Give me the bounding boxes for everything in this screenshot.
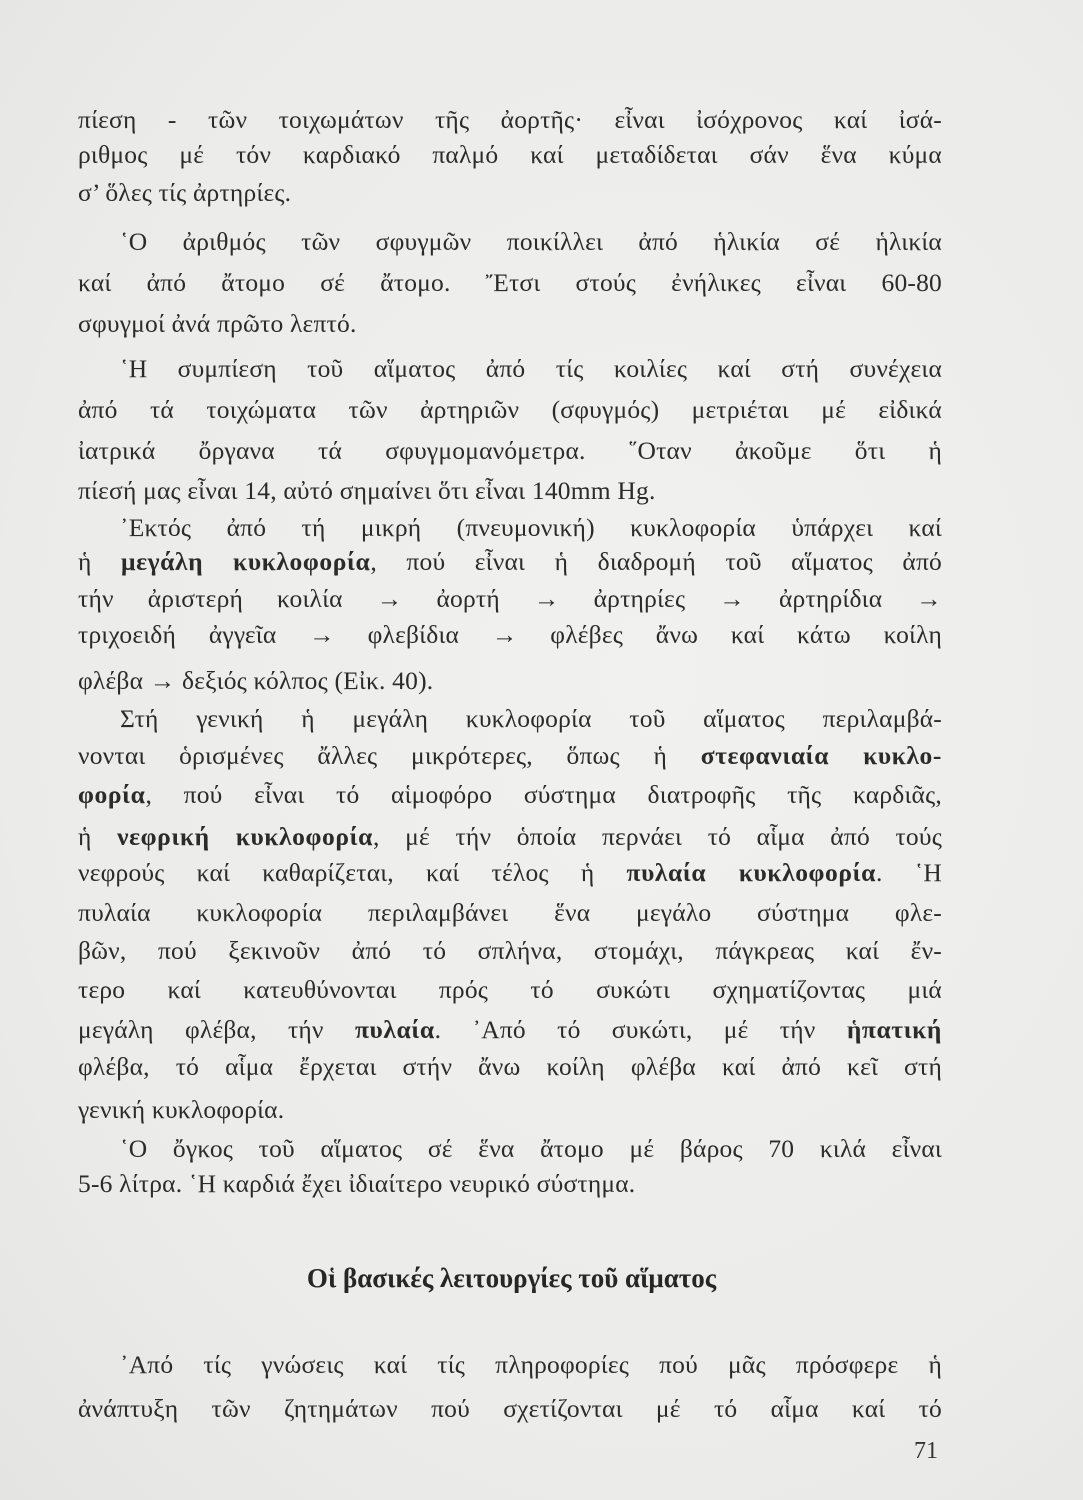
text-span: πίεση - τῶν τοιχωμάτων τῆς ἀορτῆς· εἶναι ἰσόχρονος καί ἰσά-: [78, 105, 942, 134]
text-span: νονται ὁρισμένες ἄλλες μικρότερες, ὅπως ἡ: [78, 741, 701, 770]
text-line: [78, 511, 942, 545]
text-line: [78, 856, 942, 890]
text-span: ἀνάπτυξη τῶν ζητημάτων πού σχετίζονται μέ τό αἷμα καί τό: [78, 1394, 942, 1423]
text-line: [78, 1348, 942, 1382]
text-span: γενική κυκλοφορία.: [78, 1095, 285, 1124]
text-line: [78, 702, 942, 736]
text-span: ῾Ο ἀριθμός τῶν σφυγμῶν ποικίλλει ἀπό ἡλικία σέ ἡλικία: [120, 227, 942, 256]
bold-term: φορία: [78, 780, 146, 809]
text-span: σφυγμοί ἀνά πρῶτο λεπτό.: [78, 309, 357, 338]
text-span: ἰατρικά ὄργανα τά σφυγμομανόμετρα. ῞Οταν ἀκοῦμε ὅτι ἡ: [78, 436, 942, 465]
text-span: , πού εἶναι ἡ διαδρομή τοῦ αἵματος ἀπό: [370, 547, 942, 576]
text-span: σ’ ὅλες τίς ἀρτηρίες.: [78, 178, 292, 207]
text-line: [78, 1013, 942, 1047]
text-line: [78, 1050, 942, 1084]
text-span: ριθμος μέ τόν καρδιακό παλμό καί μεταδίδεται σάν ἕνα κύμα: [78, 140, 942, 169]
text-span: ῾Ο ὄγκος τοῦ αἵματος σέ ἕνα ἄτομο μέ βάρος 70 κιλά εἶναι: [120, 1134, 942, 1163]
bold-term: πυλαία: [354, 1015, 435, 1044]
text-span: . ῾Η: [876, 858, 942, 887]
text-line: [78, 582, 942, 616]
text-span: Στή γενική ἡ μεγάλη κυκλοφορία τοῦ αἵματος περιλαμβά-: [120, 704, 942, 733]
text-span: πίεσή μας εἶναι 14, αὐτό σημαίνει ὅτι εἶναι 140mm Hg.: [78, 476, 656, 505]
text-span: μεγάλη φλέβα, τήν: [78, 1015, 355, 1044]
text-line: [78, 934, 942, 968]
page-number: 71: [914, 1438, 938, 1464]
text-span: ἀπό τά τοιχώματα τῶν ἀρτηριῶν (σφυγμός) μετριέται μέ εἰδικά: [78, 395, 942, 424]
text-line: [78, 545, 942, 579]
text-span: τήν ἀριστερή κοιλία → ἀορτή → ἀρτηρίες → ἀρτηρίδια →: [78, 584, 942, 613]
text-line: [78, 664, 942, 698]
text-line: [78, 739, 942, 773]
text-line: [78, 820, 942, 854]
text-line: [78, 266, 942, 300]
bold-term: μεγάλη κυκλοφορία: [121, 547, 371, 576]
text-line: [78, 778, 942, 812]
text-span: ᾿Από τίς γνώσεις καί τίς πληροφορίες πού μᾶς πρόσφερε ἡ: [120, 1350, 942, 1379]
text-span: . ᾿Από τό συκώτι, μέ τήν: [434, 1015, 847, 1044]
text-line: [78, 618, 942, 652]
section-heading: Οἱ βασικές λειτουργίες τοῦ αἵματος: [306, 1263, 717, 1293]
text-line: [78, 352, 942, 386]
text-span: νεφρούς καί καθαρίζεται, καί τέλος ἡ: [78, 858, 627, 887]
text-line: [78, 307, 942, 341]
text-span: ἡ: [78, 547, 122, 576]
bold-term: πυλαία κυκλοφορία: [626, 858, 876, 887]
text-line: [78, 973, 942, 1007]
text-line: [78, 1167, 942, 1201]
text-span: 5-6 λίτρα. ῾Η καρδιά ἔχει ἰδιαίτερο νευρικό σύστημα.: [78, 1169, 636, 1198]
text-span: ᾿Εκτός ἀπό τή μικρή (πνευμονική) κυκλοφορία ὑπάρχει καί: [120, 513, 942, 542]
bold-term: νεφρική κυκλοφορία: [117, 822, 373, 851]
text-span: ἡ: [78, 822, 118, 851]
text-span: φλέβα → δεξιός κόλπος (Εἰκ. 40).: [78, 666, 434, 695]
text-line: [78, 176, 942, 210]
text-span: πυλαία κυκλοφορία περιλαμβάνει ἕνα μεγάλο σύστημα φλε-: [78, 898, 942, 927]
text-span: , μέ τήν ὁποία περνάει τό αἷμα ἀπό τούς: [372, 822, 942, 851]
text-span: βῶν, πού ξεκινοῦν ἀπό τό σπλήνα, στομάχι, πάγκρεας καί ἔν-: [78, 936, 942, 965]
bold-term: ἡπατική: [846, 1015, 942, 1044]
text-line: [78, 1392, 942, 1426]
text-line: [78, 103, 942, 137]
text-line: [78, 434, 942, 468]
text-line: [78, 225, 942, 259]
text-line: [78, 896, 942, 930]
text-line: [78, 138, 942, 172]
text-span: φλέβα, τό αἷμα ἔρχεται στήν ἄνω κοίλη φλέβα καί ἀπό κεῖ στή: [78, 1052, 942, 1081]
text-line: [78, 1093, 942, 1127]
text-span: , πού εἶναι τό αἱμοφόρο σύστημα διατροφῆς τῆς καρδιᾶς,: [145, 780, 942, 809]
text-span: ῾Η συμπίεση τοῦ αἵματος ἀπό τίς κοιλίες καί στή συνέχεια: [120, 354, 942, 383]
text-span: καί ἀπό ἄτομο σέ ἄτομο. Ἔτσι στούς ἐνήλικες εἶναι 60-80: [78, 268, 942, 297]
text-span: τερο καί κατευθύνονται πρός τό συκώτι σχηματίζοντας μιά: [78, 975, 942, 1004]
text-line: [78, 393, 942, 427]
text-line: [78, 1132, 942, 1166]
bold-term: στεφανιαία κυκλο-: [700, 741, 942, 770]
text-span: τριχοειδή ἀγγεῖα → φλεβίδια → φλέβες ἄνω καί κάτω κοίλη: [78, 620, 942, 649]
text-line: [78, 474, 942, 508]
